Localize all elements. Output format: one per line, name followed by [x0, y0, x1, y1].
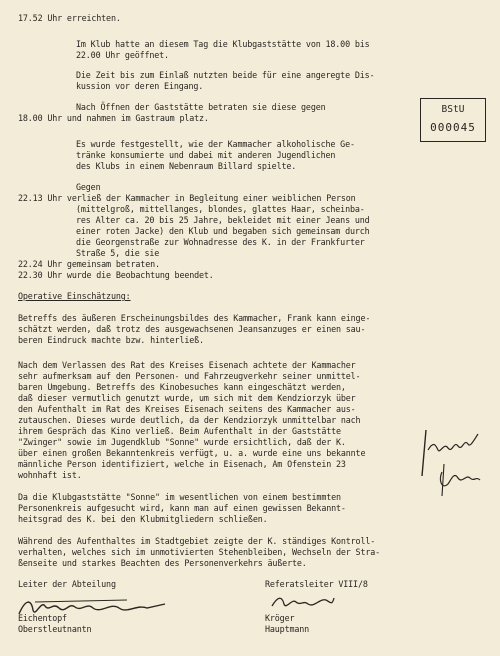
text-line: (mittelgroß, mittellanges, blondes, glattes Haar, scheinba- — [76, 204, 365, 214]
text-line: 17.52 Uhr erreichten. — [18, 13, 121, 23]
text-line: "Zwinger" sowie im Jugendklub "Sonne" wurde ersichtlich, daß der K. — [18, 437, 346, 447]
signer-left-rank: Oberstleutnantn — [18, 624, 92, 634]
text-line: verhalten, welches sich im unmotivierten Stehenbleiben, Wechseln der Stra- — [18, 547, 381, 557]
text-line: heitsgrad des K. bei den Klubmitgliedern schließen. — [18, 514, 268, 524]
text-line: tränke konsumierte und dabei mit anderen Jugendlichen — [76, 150, 336, 160]
text-line: Während des Aufenthaltes im Stadtgebiet zeigte der K. ständiges Kontroll- — [18, 536, 376, 546]
signer-right-rank: Hauptmann — [265, 624, 310, 634]
signer-left-name: Eichentopf — [18, 613, 67, 623]
text-line: Es wurde festgestellt, wie der Kammacher alkoholische Ge- — [76, 139, 355, 149]
text-line: wohnhaft ist. — [18, 470, 82, 480]
text-line: 22.30 Uhr wurde die Beobachtung beendet. — [18, 270, 214, 280]
text-line: Nach dem Verlassen des Rat des Kreises Eisenach achtete der Kammacher — [18, 360, 356, 370]
text-line: einer roten Jacke) den Klub und begaben sich gemeinsam durch — [76, 226, 370, 236]
signature-left-title: Leiter der Abteilung — [18, 579, 116, 589]
text-line: den Aufenthalt im Rat des Kreises Eisenach seitens des Kammacher aus- — [18, 404, 356, 414]
text-line: daß dieser vermutlich genutzt wurde, um sich mit dem Kendziorzyk über — [18, 393, 356, 403]
text-line: männliche Person identifiziert, welche in Eisenach, Am Ofenstein 23 — [18, 459, 346, 469]
text-line: ihrem Gespräch das Kino verließ. Beim Aufenthalt in der Gaststätte — [18, 426, 341, 436]
text-line: Die Zeit bis zum Einlaß nutzten beide für eine angeregte Dis- — [76, 70, 375, 80]
handwritten-margin-note — [418, 420, 488, 500]
text-line: kussion vor deren Eingang. — [76, 81, 204, 91]
text-line: 22.00 Uhr geöffnet. — [76, 50, 169, 60]
text-line: 22.13 Uhr verließ der Kammacher in Begleitung einer weiblichen Person — [18, 193, 356, 203]
signature-right-scribble — [268, 592, 338, 612]
text-line: Im Klub hatte an diesem Tag die Klubgaststätte von 18.00 bis — [76, 39, 370, 49]
stamp-title: BStU — [441, 104, 465, 115]
text-line: schätzt werden, daß trotz des ausgewachsenen Jeansanzuges er einen sau- — [18, 324, 366, 334]
text-line: beren Eindruck machte bzw. hinterließ. — [18, 335, 204, 345]
text-line: des Klubs in einem Nebenraum Billard spielte. — [76, 161, 297, 171]
text-line: Straße 5, die sie — [76, 248, 160, 258]
text-line: zutauschen. Dieses wurde deutlich, da der Kendziorzyk unmittelbar nach — [18, 415, 361, 425]
text-line: über einen großen Bekanntenkreis verfügt, u. a. wurde eine uns bekannte — [18, 448, 366, 458]
text-line: 18.00 Uhr und nahmen im Gastraum platz. — [18, 113, 209, 123]
stamp-number: 000045 — [430, 121, 476, 134]
text-line: sehr aufmerksam auf den Personen- und Fahrzeugverkehr seiner unmittel- — [18, 371, 361, 381]
section-heading: Operative Einschätzung: — [18, 291, 131, 301]
signer-right-name: Kröger — [265, 613, 295, 623]
text-line: baren Umgebung. Betreffs des Kinobesuches kann eingeschätzt werden, — [18, 382, 346, 392]
signature-right-title: Referatsleiter VIII/8 — [265, 579, 368, 589]
stamp-bstu — [420, 98, 486, 142]
text-line: 22.24 Uhr gemeinsam betraten. — [18, 259, 160, 269]
text-line: Gegen — [76, 182, 101, 192]
text-line: res Alter ca. 20 bis 25 Jahre, bekleidet mit einer Jeans und — [76, 215, 370, 225]
text-line: Nach Öffnen der Gaststätte betraten sie diese gegen — [76, 102, 326, 112]
text-line: Personenkreis aufgesucht wird, kann man auf einen gewissen Bekannt- — [18, 503, 346, 513]
text-line: Betreffs des äußeren Erscheinungsbildes des Kammacher, Frank kann einge- — [18, 313, 371, 323]
text-line: die Georgenstraße zur Wohnadresse des K. in der Frankfurter — [76, 237, 365, 247]
text-line: Da die Klubgaststätte "Sonne" im wesentlichen von einem bestimmten — [18, 492, 341, 502]
text-line: ßenseite und starkes Beachten des Personenverkehrs äußerte. — [18, 558, 307, 568]
